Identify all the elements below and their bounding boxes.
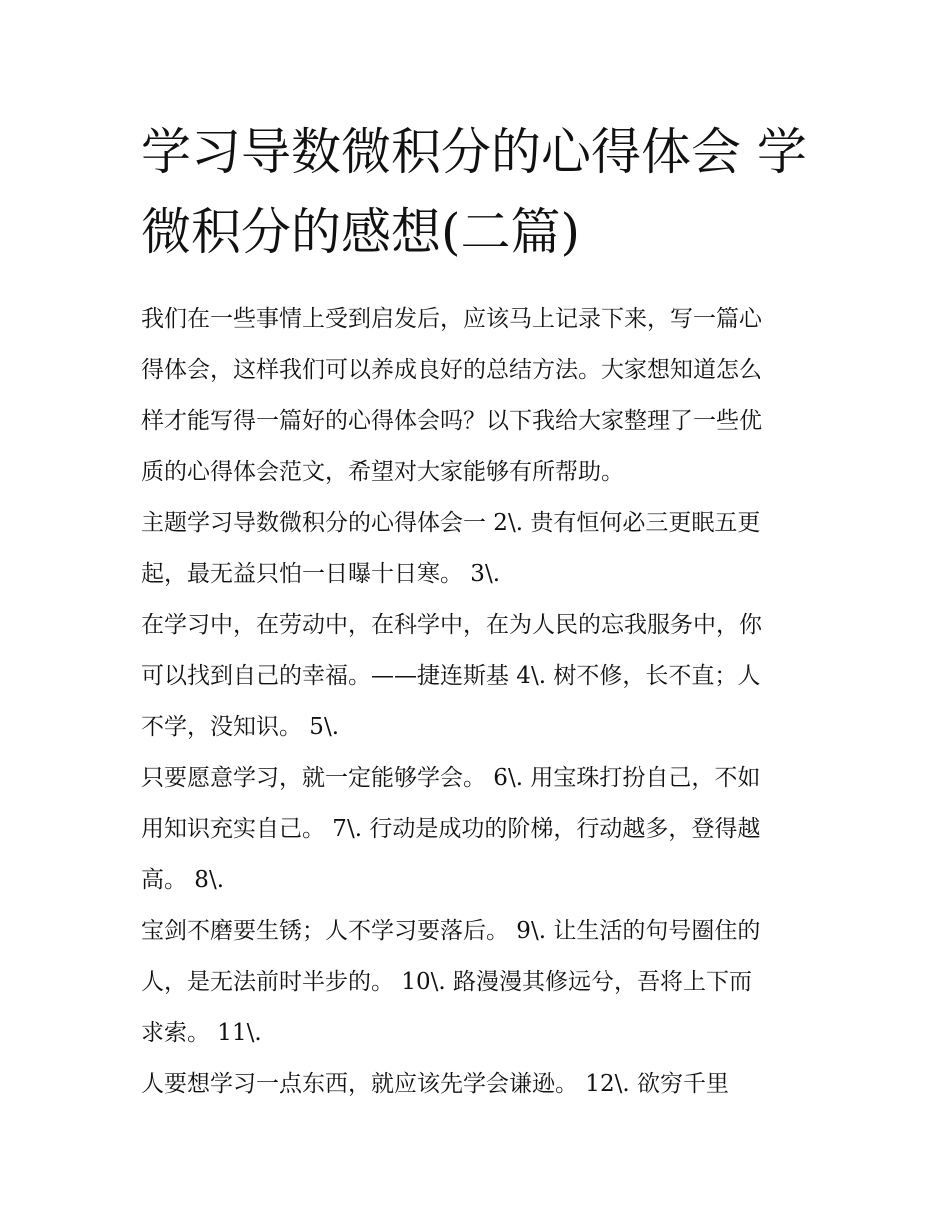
text-line: 我们在一些事情上受到启发后，应该马上记录下来，写一篇心: [141, 306, 762, 332]
paragraph: [141, 498, 813, 600]
text-line: 人要想学习一点东西，就应该先学会谦逊。 12\. 欲穷千里: [141, 1071, 729, 1097]
title-line: 学习导数微积分的心得体会 学: [141, 123, 807, 181]
paragraph: [141, 1059, 813, 1110]
document-body: [141, 294, 813, 1110]
text-line: 样才能写得一篇好的心得体会吗？以下我给大家整理了一些优: [141, 408, 762, 434]
text-line: 在学习中，在劳动中，在科学中，在为人民的忘我服务中，你: [141, 612, 762, 638]
paragraph: [141, 753, 813, 906]
paragraph: [141, 600, 813, 753]
text-line: 不学，没知识。 5\.: [141, 714, 340, 740]
text-line: 质的心得体会范文，希望对大家能够有所帮助。: [141, 459, 624, 485]
text-line: 高。 8\.: [141, 867, 225, 893]
paragraph-intro: [141, 294, 813, 498]
text-line: 人，是无法前时半步的。 10\. 路漫漫其修远兮，吾将上下而: [141, 969, 752, 995]
document-title: [141, 112, 813, 272]
title-line: 微积分的感想(二篇): [141, 203, 581, 261]
text-line: 主题学习导数微积分的心得体会一 2\. 贵有恒何必三更眠五更: [141, 510, 761, 536]
text-line: 只要愿意学习，就一定能够学会。 6\. 用宝珠打扮自己，不如: [141, 765, 761, 791]
text-line: 宝剑不磨要生锈；人不学习要落后。 9\. 让生活的句号圈住的: [141, 918, 761, 944]
document-page: [141, 112, 813, 1110]
paragraph: [141, 906, 813, 1059]
text-line: 求索。 11\.: [141, 1020, 262, 1046]
text-line: 用知识充实自己。 7\. 行动是成功的阶梯，行动越多，登得越: [141, 816, 761, 842]
text-line: 可以找到自己的幸福。——捷连斯基 4\. 树不修，长不直；人: [141, 663, 761, 689]
text-line: 起，最无益只怕一日曝十日寒。 3\.: [141, 561, 501, 587]
text-line: 得体会，这样我们可以养成良好的总结方法。大家想知道怎么: [141, 357, 762, 383]
